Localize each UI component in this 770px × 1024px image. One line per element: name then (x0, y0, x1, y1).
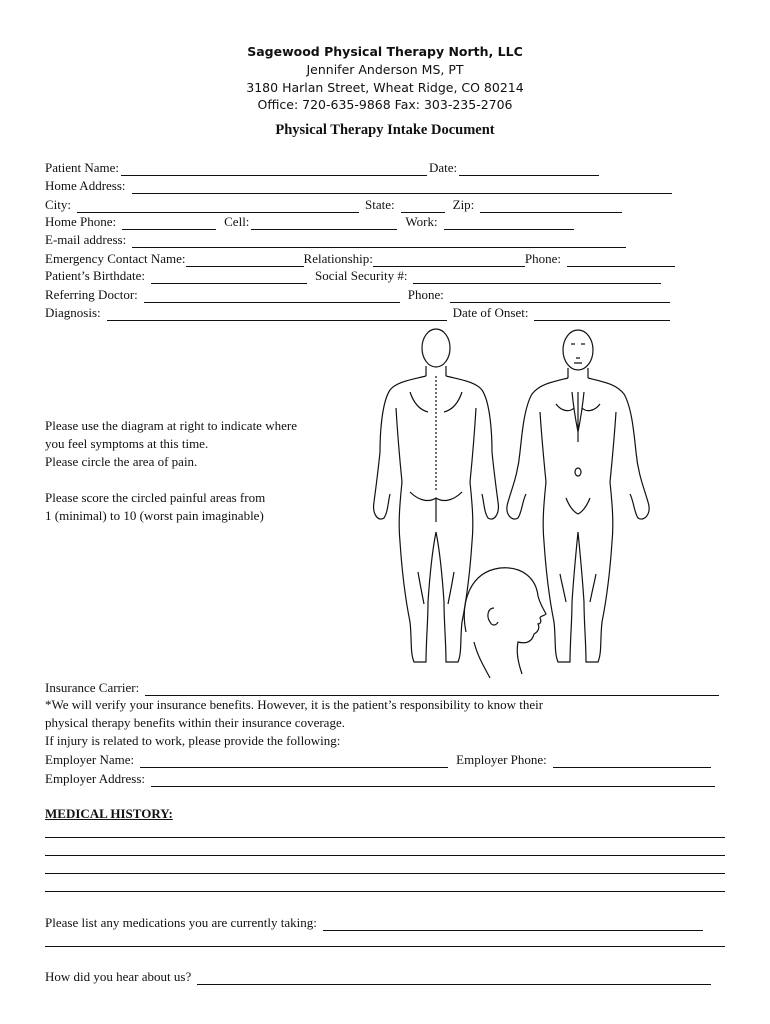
diagnosis-label: Diagnosis: (45, 305, 101, 320)
email-label: E-mail address: (45, 232, 127, 247)
referring-phone-label: Phone: (407, 287, 444, 302)
home-phone-label: Home Phone: (45, 214, 117, 229)
row-diagnosis (45, 303, 672, 321)
city-label: City: (45, 197, 72, 212)
therapist-name: Jennifer Anderson MS, PT (306, 62, 464, 77)
document-title: Physical Therapy Intake Document (275, 122, 495, 138)
medications-label: Please list any medications you are currently taking: (45, 915, 317, 930)
head-profile-diagram[interactable] (460, 562, 550, 680)
work-label: Work: (405, 214, 438, 229)
emergency-phone-label: Phone: (524, 251, 562, 266)
row-phones (45, 212, 576, 230)
home-address-label: Home Address: (45, 178, 126, 193)
onset-label: Date of Onset: (452, 305, 529, 320)
patient-name-field[interactable] (121, 163, 427, 176)
date-field[interactable] (459, 163, 599, 176)
row-medications (45, 913, 705, 931)
birthdate-field[interactable] (151, 271, 307, 284)
insurance-carrier-label: Insurance Carrier: (45, 680, 140, 695)
referring-doctor-label: Referring Doctor: (45, 287, 138, 302)
row-emergency (45, 249, 677, 267)
email-field[interactable] (132, 235, 626, 248)
state-label: State: (365, 197, 395, 212)
employer-name-field[interactable] (140, 755, 448, 768)
home-address-field[interactable] (132, 181, 672, 194)
row-hear-about (45, 967, 713, 985)
insurance-carrier-field[interactable] (145, 683, 719, 696)
medical-history-line-2[interactable] (45, 855, 725, 856)
row-patient-name (45, 158, 601, 176)
medical-history-line-4[interactable] (45, 891, 725, 892)
referring-doctor-field[interactable] (144, 290, 400, 303)
cell-field[interactable] (251, 217, 397, 230)
company-contact: Office: 720-635-9868 Fax: 303-235-2706 (257, 97, 513, 112)
onset-field[interactable] (534, 308, 670, 321)
medical-history-line-3[interactable] (45, 873, 725, 874)
referring-phone-field[interactable] (450, 290, 670, 303)
row-email (45, 230, 628, 248)
emergency-contact-label: Emergency Contact Name: (45, 251, 186, 266)
medical-history-line-1[interactable] (45, 837, 725, 838)
diagram-instruction-3: Please circle the area of pain. (45, 454, 198, 469)
hear-about-label: How did you hear about us? (45, 969, 192, 984)
employer-phone-field[interactable] (553, 755, 711, 768)
insurance-note-2: physical therapy benefits within their insurance coverage. (45, 715, 345, 730)
diagram-instruction-1: Please use the diagram at right to indicate where (45, 418, 297, 433)
hear-about-field[interactable] (197, 972, 711, 985)
row-birthdate (45, 266, 663, 284)
ssn-field[interactable] (413, 271, 661, 284)
cell-label: Cell: (224, 214, 250, 229)
medications-line-2[interactable] (45, 946, 725, 947)
ssn-label: Social Security #: (315, 268, 408, 283)
medications-field[interactable] (323, 918, 703, 931)
work-field[interactable] (444, 217, 574, 230)
employer-phone-label: Employer Phone: (456, 752, 547, 767)
row-employer-name (45, 750, 713, 768)
insurance-note-1: *We will verify your insurance benefits. However, it is the patient’s responsibility to know their (45, 697, 544, 712)
diagram-instruction-4: Please score the circled painful areas from (45, 490, 266, 505)
zip-label: Zip: (452, 197, 475, 212)
row-home-address (45, 176, 674, 194)
company-name: Sagewood Physical Therapy North, LLC (247, 44, 523, 59)
work-injury-note: If injury is related to work, please provide the following: (45, 733, 341, 748)
birthdate-label: Patient’s Birthdate: (45, 268, 146, 283)
diagnosis-field[interactable] (107, 308, 447, 321)
diagram-instruction-2: you feel symptoms at this time. (45, 436, 209, 451)
patient-name-label: Patient Name: (45, 160, 120, 175)
employer-address-label: Employer Address: (45, 771, 146, 786)
row-referring (45, 285, 672, 303)
employer-name-label: Employer Name: (45, 752, 135, 767)
home-phone-field[interactable] (122, 217, 216, 230)
medical-history-heading: MEDICAL HISTORY: (45, 806, 173, 821)
date-label: Date: (429, 160, 458, 175)
employer-address-field[interactable] (151, 774, 715, 787)
relationship-label: Relationship: (303, 251, 373, 266)
diagram-instruction-5: 1 (minimal) to 10 (worst pain imaginable) (45, 508, 264, 523)
row-employer-address (45, 769, 717, 787)
row-city (45, 195, 624, 213)
company-address: 3180 Harlan Street, Wheat Ridge, CO 80214 (246, 80, 524, 95)
row-insurance-carrier (45, 678, 721, 696)
